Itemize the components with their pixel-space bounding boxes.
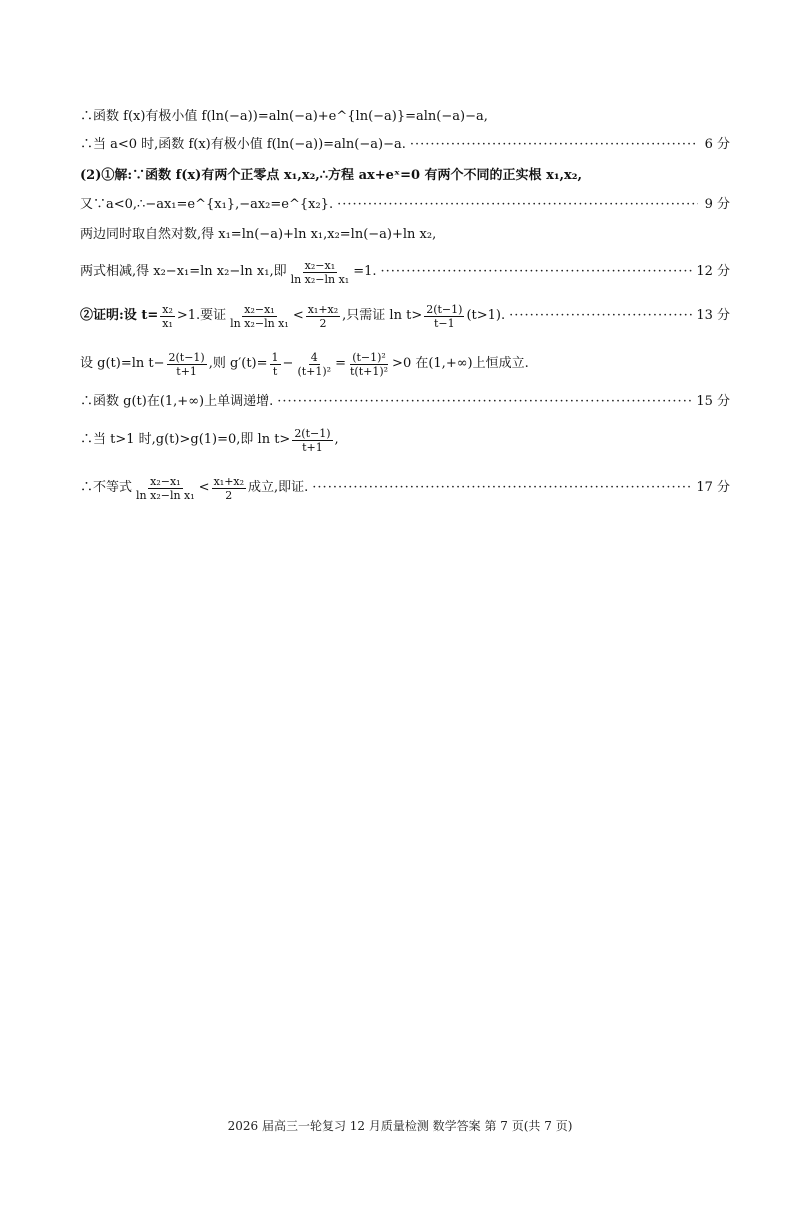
fraction: [167, 351, 207, 378]
line-text: 设 g(t)=ln t−: [80, 356, 165, 371]
solution-line-5: [80, 226, 730, 244]
score-label: 6 分: [704, 137, 730, 152]
fraction-denominator: ln x₂−ln x₁: [290, 272, 350, 286]
fraction-numerator: x₂−x₁: [150, 474, 181, 488]
leader-dots: [381, 263, 693, 281]
solution-line-11: [80, 476, 730, 500]
fraction: [295, 351, 333, 378]
line-text: ,则 g′(t)=: [208, 356, 268, 371]
line-text: =: [335, 356, 346, 371]
line-text: 成立,即证.: [248, 480, 309, 495]
score-label: 17 分: [696, 480, 730, 495]
line-text: <: [292, 308, 304, 323]
fraction-numerator: x₂−x₁: [244, 302, 275, 316]
fraction: [160, 303, 175, 330]
fraction-numerator: 4: [310, 350, 318, 364]
line-text: 两边同时取自然对数,得 x₁=ln(−a)+ln x₁,x₂=ln(−a)+ln x₂,: [80, 227, 437, 242]
line-text: 两式相减,得 x₂−x₁=ln x₂−ln x₁,即: [80, 264, 287, 279]
fraction-denominator: ln x₂−ln x₁: [230, 316, 289, 330]
line-text: 又∵a<0,∴−ax₁=e^{x₁},−ax₂=e^{x₂}.: [80, 197, 334, 212]
fraction-numerator: x₁+x₂: [213, 474, 245, 488]
fraction: [228, 303, 291, 330]
solution-line-10: [80, 428, 730, 452]
fraction-denominator: t: [272, 364, 278, 378]
score-label: 9 分: [704, 197, 730, 212]
fraction-denominator: t+1: [176, 364, 197, 378]
leader-dots: [277, 393, 692, 411]
score-label: 12 分: [696, 264, 730, 279]
leader-dots: [312, 479, 692, 497]
score-label: 13 分: [696, 308, 730, 323]
solution-line-2: [80, 136, 730, 154]
fraction-numerator: 2(t−1): [168, 350, 205, 364]
fraction-numerator: x₁+x₂: [307, 302, 339, 316]
score-label: 15 分: [696, 394, 730, 409]
fraction-numerator: 2(t−1): [426, 302, 463, 316]
fraction-numerator: x₂: [162, 302, 173, 316]
fraction: [289, 259, 352, 286]
fraction-denominator: 2: [319, 316, 327, 330]
solution-line-9: [80, 393, 730, 411]
solution-line-3: [80, 167, 730, 185]
line-text: (t>1).: [466, 308, 506, 323]
fraction-numerator: x₂−x₁: [304, 258, 336, 272]
solution-line-1: [80, 108, 730, 126]
line-text: <: [198, 480, 210, 495]
solution-line-7: [80, 304, 730, 328]
line-text: ∴函数 g(t)在(1,+∞)上单调递增.: [80, 394, 274, 409]
line-text: ∴当 t>1 时,g(t)>g(1)=0,即 ln t>: [80, 432, 291, 447]
fraction-denominator: t+1: [302, 440, 323, 454]
fraction-numerator: (t−1)²: [352, 350, 386, 364]
line-text: ∴函数 f(x)有极小值 f(ln(−a))=aln(−a)+e^{ln(−a)}=aln(−a)−a,: [80, 109, 488, 124]
fraction: [424, 303, 464, 330]
solution-line-4: [80, 196, 730, 214]
leader-dots: [410, 136, 698, 154]
fraction: [134, 475, 197, 502]
line-text: −: [282, 356, 294, 371]
line-text: ,只需证 ln t>: [342, 308, 423, 323]
leader-dots: [337, 196, 698, 214]
line-text: ,: [334, 432, 339, 447]
fraction-denominator: 2: [225, 488, 233, 502]
fraction-numerator: 1: [271, 350, 279, 364]
fraction: [270, 351, 281, 378]
solution-line-6: [80, 260, 730, 284]
fraction: [348, 351, 390, 378]
fraction: [212, 475, 246, 502]
line-text: =1.: [353, 264, 377, 279]
line-text: >0 在(1,+∞)上恒成立.: [392, 356, 529, 371]
line-text: (2)①解:∵函数 f(x)有两个正零点 x₁,x₂,∴方程 ax+eˣ=0 有两个不同的正实根 x₁,x₂,: [80, 168, 583, 183]
line-text: ∴不等式: [80, 480, 133, 495]
fraction-denominator: t(t+1)²: [349, 364, 389, 378]
leader-dots: [509, 307, 692, 325]
fraction-numerator: 2(t−1): [294, 426, 331, 440]
fraction-denominator: t−1: [434, 316, 455, 330]
fraction-denominator: x₁: [162, 316, 173, 330]
line-text: ∴当 a<0 时,函数 f(x)有极小值 f(ln(−a))=aln(−a)−a.: [80, 137, 406, 152]
fraction-denominator: (t+1)²: [297, 364, 332, 378]
line-text: ②证明:设 t=: [80, 308, 159, 323]
fraction: [292, 427, 332, 454]
page-footer: 2026 届高三一轮复习 12 月质量检测 数学答案 第 7 页(共 7 页): [227, 1119, 573, 1133]
fraction: [306, 303, 340, 330]
fraction-denominator: ln x₂−ln x₁: [136, 488, 195, 502]
line-text: >1.要证: [176, 308, 227, 323]
solution-line-8: [80, 352, 730, 376]
